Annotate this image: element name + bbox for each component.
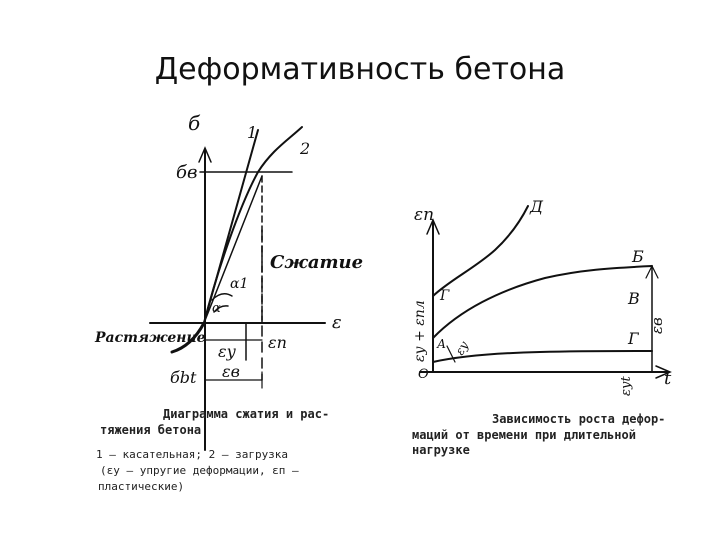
curve-d [433,206,528,296]
label-v: В [628,289,640,308]
label-d: Д [530,197,544,216]
alpha-label: α [212,301,221,316]
left-caption-line-1: Диаграмма сжатия и рас- [163,407,330,421]
label-eps-b: εв [648,317,666,334]
label-eps-left: εу + εпл [412,300,428,362]
compression-label: Сжатие [270,252,364,273]
left-caption-line-5: пластические) [98,480,185,493]
right-caption [412,412,665,457]
left-caption [96,407,329,493]
sigma-b-label: бв [176,162,198,183]
label-b: Б [632,247,644,266]
eps-b-label: εв [222,362,240,381]
label-eps-yt: εуt [619,376,634,396]
label-a: А [437,337,447,351]
eps-y-label: εу [218,342,236,361]
left-caption-line-2: тяжения бетона [100,423,202,437]
label-eps-ye: εу [452,338,472,358]
curve-2-label: 2 [300,139,311,158]
label-g1: Г [440,288,450,304]
label-o: О [418,367,429,382]
load-curve [204,127,302,323]
right-caption-line-1: Зависимость роста дефор- [492,412,666,426]
epsilon-axis-label: ε [332,312,342,333]
label-g2: Г [628,329,639,348]
right-caption-line-2: маций от времени при длительной [412,428,636,442]
right-caption-line-3: нагрузке [412,443,470,457]
sigma-bt-label: бbt [170,368,197,387]
alpha1-label: α1 [230,276,249,292]
curve-1-label: 1 [247,123,258,142]
left-caption-line-3: 1 — касательная; 2 — загрузка [96,448,289,461]
slide-title: Деформативность бетона [154,52,566,87]
eps-p-label: εп [268,333,287,352]
right-eps-axis-label: εп [414,205,435,225]
label-t: t [664,368,672,389]
sigma-axis-label: б [188,111,201,135]
left-caption-line-4: (εу — упругие деформации, εп — [100,464,299,477]
tension-label: Растяжение [95,330,206,346]
curve-b [433,266,652,338]
